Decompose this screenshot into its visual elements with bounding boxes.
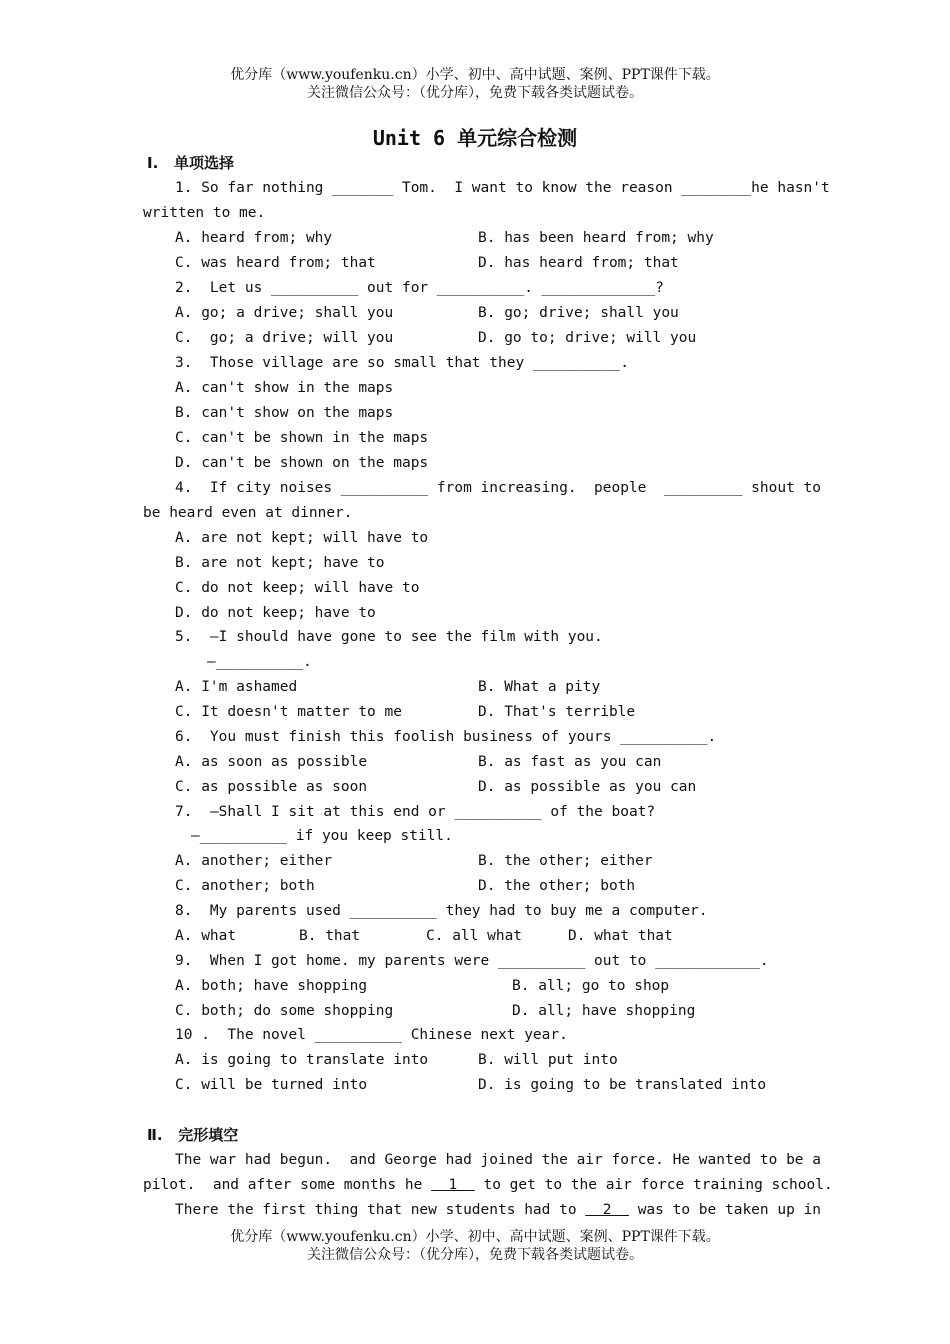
question-6: 6. You must finish this foolish business of yours __________.: [175, 729, 717, 745]
option-5a: A. I'm ashamed: [175, 679, 298, 695]
option-4a: A. are not kept; will have to: [175, 530, 429, 546]
option-4c: C. do not keep; will have to: [175, 580, 420, 596]
option-10c: C. will be turned into: [175, 1077, 368, 1093]
option-6a: A. as soon as possible: [175, 754, 368, 770]
question-4-cont: be heard even at dinner.: [143, 505, 353, 521]
option-3a: A. can't show in the maps: [175, 380, 394, 396]
question-8: 8. My parents used __________ they had to buy me a computer.: [175, 903, 708, 919]
section-1-number: Ⅰ.: [147, 154, 159, 172]
cloze-blank-2: 2: [585, 1202, 629, 1218]
question-1-tail: [681, 180, 829, 196]
question-1: [175, 178, 830, 198]
section-2-heading: [147, 1124, 238, 1145]
option-9c: C. both; do some shopping: [175, 1003, 394, 1019]
option-9d: D. all; have shopping: [512, 1003, 696, 1019]
option-4d: D. do not keep; have to: [175, 605, 376, 621]
question-4: 4. If city noises __________ from increasing. people _________ shout to: [175, 480, 822, 496]
footer-line-2: 关注微信公众号：（优分库），免费下载各类试题试卷。: [307, 1247, 643, 1263]
option-2a: A. go; a drive; shall you: [175, 305, 394, 321]
option-8d: D. what that: [568, 928, 673, 944]
option-6c: C. as possible as soon: [175, 779, 368, 795]
question-9: [175, 951, 769, 971]
option-7b: B. the other; either: [478, 853, 653, 869]
page-header: [0, 66, 950, 102]
question-2-text: 2. Let us __________ out for __________.: [175, 280, 533, 296]
section-2-number: Ⅱ.: [147, 1126, 163, 1144]
q9-tail: .: [759, 953, 769, 969]
option-3c: C. can't be shown in the maps: [175, 430, 429, 446]
question-9-text: 9. When I got home. my parents were __________ out to: [175, 953, 656, 969]
q2-blank: _____________: [541, 280, 656, 296]
option-7c: C. another; both: [175, 878, 315, 894]
option-4b: B. are not kept; have to: [175, 555, 385, 571]
question-3: 3. Those village are so small that they __________.: [175, 355, 629, 371]
option-1b: B. has been heard from; why: [478, 230, 714, 246]
question-7-reply: —__________ if you keep still.: [191, 828, 453, 844]
option-8a: A. what: [175, 928, 237, 944]
option-10d: D. is going to be translated into: [478, 1077, 767, 1093]
option-2b: B. go; drive; shall you: [478, 305, 679, 321]
passage-line-2: [143, 1175, 833, 1195]
passage-line-1: The war had begun. and George had joined the air force. He wanted to be a: [175, 1152, 822, 1168]
passage-line-2-text: pilot. and after some months he: [143, 1177, 432, 1193]
question-2: [175, 278, 664, 298]
option-7d: D. the other; both: [478, 878, 636, 894]
option-3b: B. can't show on the maps: [175, 405, 394, 421]
option-2d: D. go to; drive; will you: [478, 330, 697, 346]
q9-blank: ____________: [655, 953, 760, 969]
footer-line-1: 优分库（www.youfenku.cn）小学、初中、高中试题、案例、PPT课件下载。: [230, 1229, 720, 1245]
option-8b: B. that: [299, 928, 361, 944]
q1-blank: ________he hasn't: [681, 180, 830, 196]
option-5d: D. That's terrible: [478, 704, 636, 720]
page-title: Unit 6 单元综合检测: [372, 126, 578, 150]
page-footer: [0, 1228, 950, 1264]
option-8c: C. all what: [426, 928, 523, 944]
option-9b: B. all; go to shop: [512, 978, 670, 994]
option-10b: B. will put into: [478, 1052, 618, 1068]
question-5-reply: —__________.: [207, 654, 312, 670]
option-5c: C. It doesn't matter to me: [175, 704, 402, 720]
option-5b: B. What a pity: [478, 679, 601, 695]
passage-line-2-tail: to get to the air force training school.: [474, 1177, 833, 1193]
passage-line-3-tail: was to be taken up in: [628, 1202, 822, 1218]
question-10: 10 . The novel __________ Chinese next year.: [175, 1027, 568, 1043]
header-line-2: 关注微信公众号：（优分库），免费下载各类试题试卷。: [307, 85, 643, 101]
option-7a: A. another; either: [175, 853, 333, 869]
option-1c: C. was heard from; that: [175, 255, 376, 271]
question-1-cont: written to me.: [143, 205, 266, 221]
passage-line-3: [175, 1200, 821, 1220]
question-1-text: 1. So far nothing _______ Tom. I want to know the reason: [175, 180, 682, 196]
option-2c: C. go; a drive; will you: [175, 330, 394, 346]
q2-tail: ?: [655, 280, 664, 296]
option-1d: D. has heard from; that: [478, 255, 679, 271]
option-1a: A. heard from; why: [175, 230, 333, 246]
option-3d: D. can't be shown on the maps: [175, 455, 429, 471]
option-6b: B. as fast as you can: [478, 754, 662, 770]
question-7: 7. —Shall I sit at this end or __________ of the boat?: [175, 804, 656, 820]
question-5: 5. —I should have gone to see the film with you.: [175, 629, 603, 645]
section-2-title: 完形填空: [178, 1126, 239, 1144]
cloze-blank-1: 1: [431, 1177, 475, 1193]
option-6d: D. as possible as you can: [478, 779, 697, 795]
section-1-heading: [147, 152, 234, 173]
section-1-title: 单项选择: [173, 154, 234, 172]
passage-line-3-text: There the first thing that new students had to: [175, 1202, 586, 1218]
option-10a: A. is going to translate into: [175, 1052, 429, 1068]
option-9a: A. both; have shopping: [175, 978, 368, 994]
header-line-1: 优分库（www.youfenku.cn）小学、初中、高中试题、案例、PPT课件下载。: [230, 67, 720, 83]
